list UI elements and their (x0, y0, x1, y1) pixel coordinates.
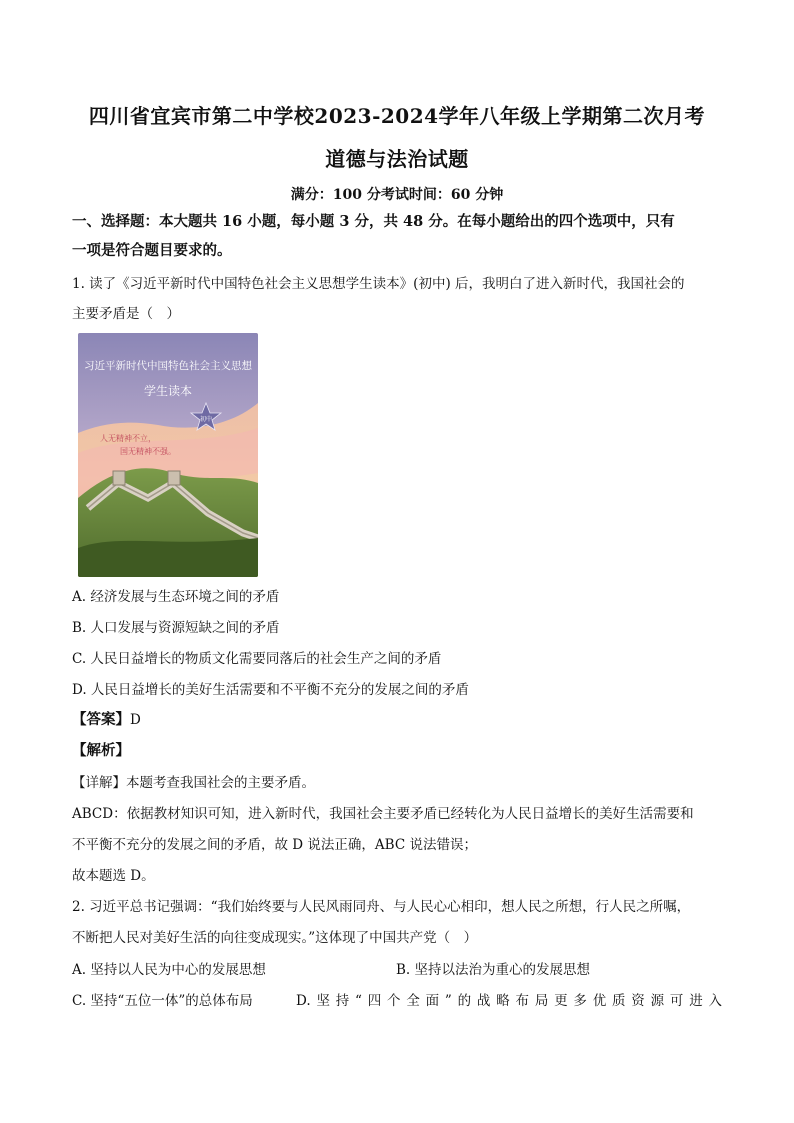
q2-stem-line1: 2. 习近平总书记强调：“我们始终要与人民风雨同舟、与人民心心相印，想人民之所想，行人民之所嘱， (72, 899, 691, 915)
q2-option-d-char: 局 (534, 993, 549, 1009)
q2-option-d-char: 面 (425, 993, 440, 1009)
q2-option-d-char: 全 (406, 993, 420, 1009)
q1-stem-line2: 主要矛盾是（ ） (72, 306, 180, 322)
q2-option-d-char: 质 (612, 993, 626, 1009)
cover-badge: 初中 (199, 416, 213, 423)
detail-line: 【详解】本题考查我国社会的主要矛盾。 (72, 775, 315, 791)
explain-line1: ABCD：依据教材知识可知，进入新时代，我国社会主要矛盾已经转化为人民日益增长的美好生活需要和 (72, 806, 694, 822)
q2-option-b: B. 坚持以法治为重心的发展思想 (396, 962, 591, 978)
q1-option-a: A. 经济发展与生态环境之间的矛盾 (72, 589, 280, 605)
q2-option-d-char: 优 (592, 993, 607, 1009)
q2-option-d-char: 多 (573, 993, 587, 1009)
q2-option-d-char: D. (296, 993, 311, 1009)
q2-option-d-char: 入 (708, 993, 722, 1009)
q2-option-d-char: ” (444, 993, 452, 1009)
q1-option-d: D. 人民日益增长的美好生活需要和不平衡不充分的发展之间的矛盾 (72, 682, 469, 698)
q2-option-d-char: 略 (496, 993, 510, 1009)
conclusion-line: 故本题选 D。 (72, 868, 155, 884)
q2-option-c: C. 坚持“五位一体”的总体布局 (72, 993, 253, 1009)
q1-answer (72, 710, 722, 730)
answer-value: D (130, 712, 141, 728)
q2-option-d-char: 持 (335, 993, 350, 1009)
explain-line2: 不平衡不充分的发展之间的矛盾，故 D 说法正确，ABC 说法错误； (72, 837, 477, 853)
q2-option-d-char: 坚 (316, 993, 330, 1009)
book-cover-image (78, 333, 258, 577)
exam-title-line1: 四川省宜宾市第二中学校2023-2024学年八年级上学期第二次月考 (88, 104, 706, 128)
q1-stem-line1: 1. 读了《习近平新时代中国特色社会主义思想学生读本》(初中) 后，我明白了进入新时代，我国社会的 (72, 276, 685, 292)
q2-option-a: A. 坚持以人民为中心的发展思想 (72, 962, 266, 978)
section-heading-line1: 一、选择题：本大题共 16 小题，每小题 3 分，共 48 分。在每小题给出的四个选项中，只有 (72, 213, 675, 230)
q1-option-c: C. 人民日益增长的物质文化需要同落后的社会生产之间的矛盾 (72, 651, 442, 667)
q2-option-d-char: 战 (476, 993, 491, 1009)
q1-option-b: B. 人口发展与资源短缺之间的矛盾 (72, 620, 280, 636)
q2-option-d-char: 四 (367, 993, 382, 1009)
q2-option-d-char: 源 (650, 993, 665, 1009)
q2-option-d-char: 布 (515, 993, 530, 1009)
q2-option-d-char: “ (355, 993, 362, 1009)
cover-title-line1: 习近平新时代中国特色社会主义思想 (84, 360, 252, 372)
answer-label: 【答案】 (72, 711, 130, 728)
cover-slogan-line1: 人无精神不立， (100, 434, 156, 443)
q2-option-d-char: 个 (387, 993, 401, 1009)
analysis-label: 【解析】 (72, 742, 130, 759)
q2-option-d-char: 可 (669, 993, 684, 1009)
q2-option-d-char: 的 (457, 993, 472, 1009)
q2-option-d-char: 更 (554, 993, 568, 1009)
q2-option-d-char: 资 (631, 993, 645, 1009)
score-time-info: 满分：100 分考试时间：60 分钟 (290, 187, 504, 203)
q2-stem-line2: 不断把人民对美好生活的向往变成现实。”这体现了中国共产党（ ） (72, 930, 478, 946)
cover-slogan-line2: 国无精神不强。 (120, 447, 176, 456)
cover-title-line2: 学生读本 (143, 384, 193, 398)
q2-option-d (296, 991, 722, 1011)
exam-title-line2: 道德与法治试题 (325, 147, 469, 171)
q2-option-d-char: 进 (689, 993, 703, 1009)
section-heading-line2: 一项是符合题目要求的。 (72, 242, 232, 259)
